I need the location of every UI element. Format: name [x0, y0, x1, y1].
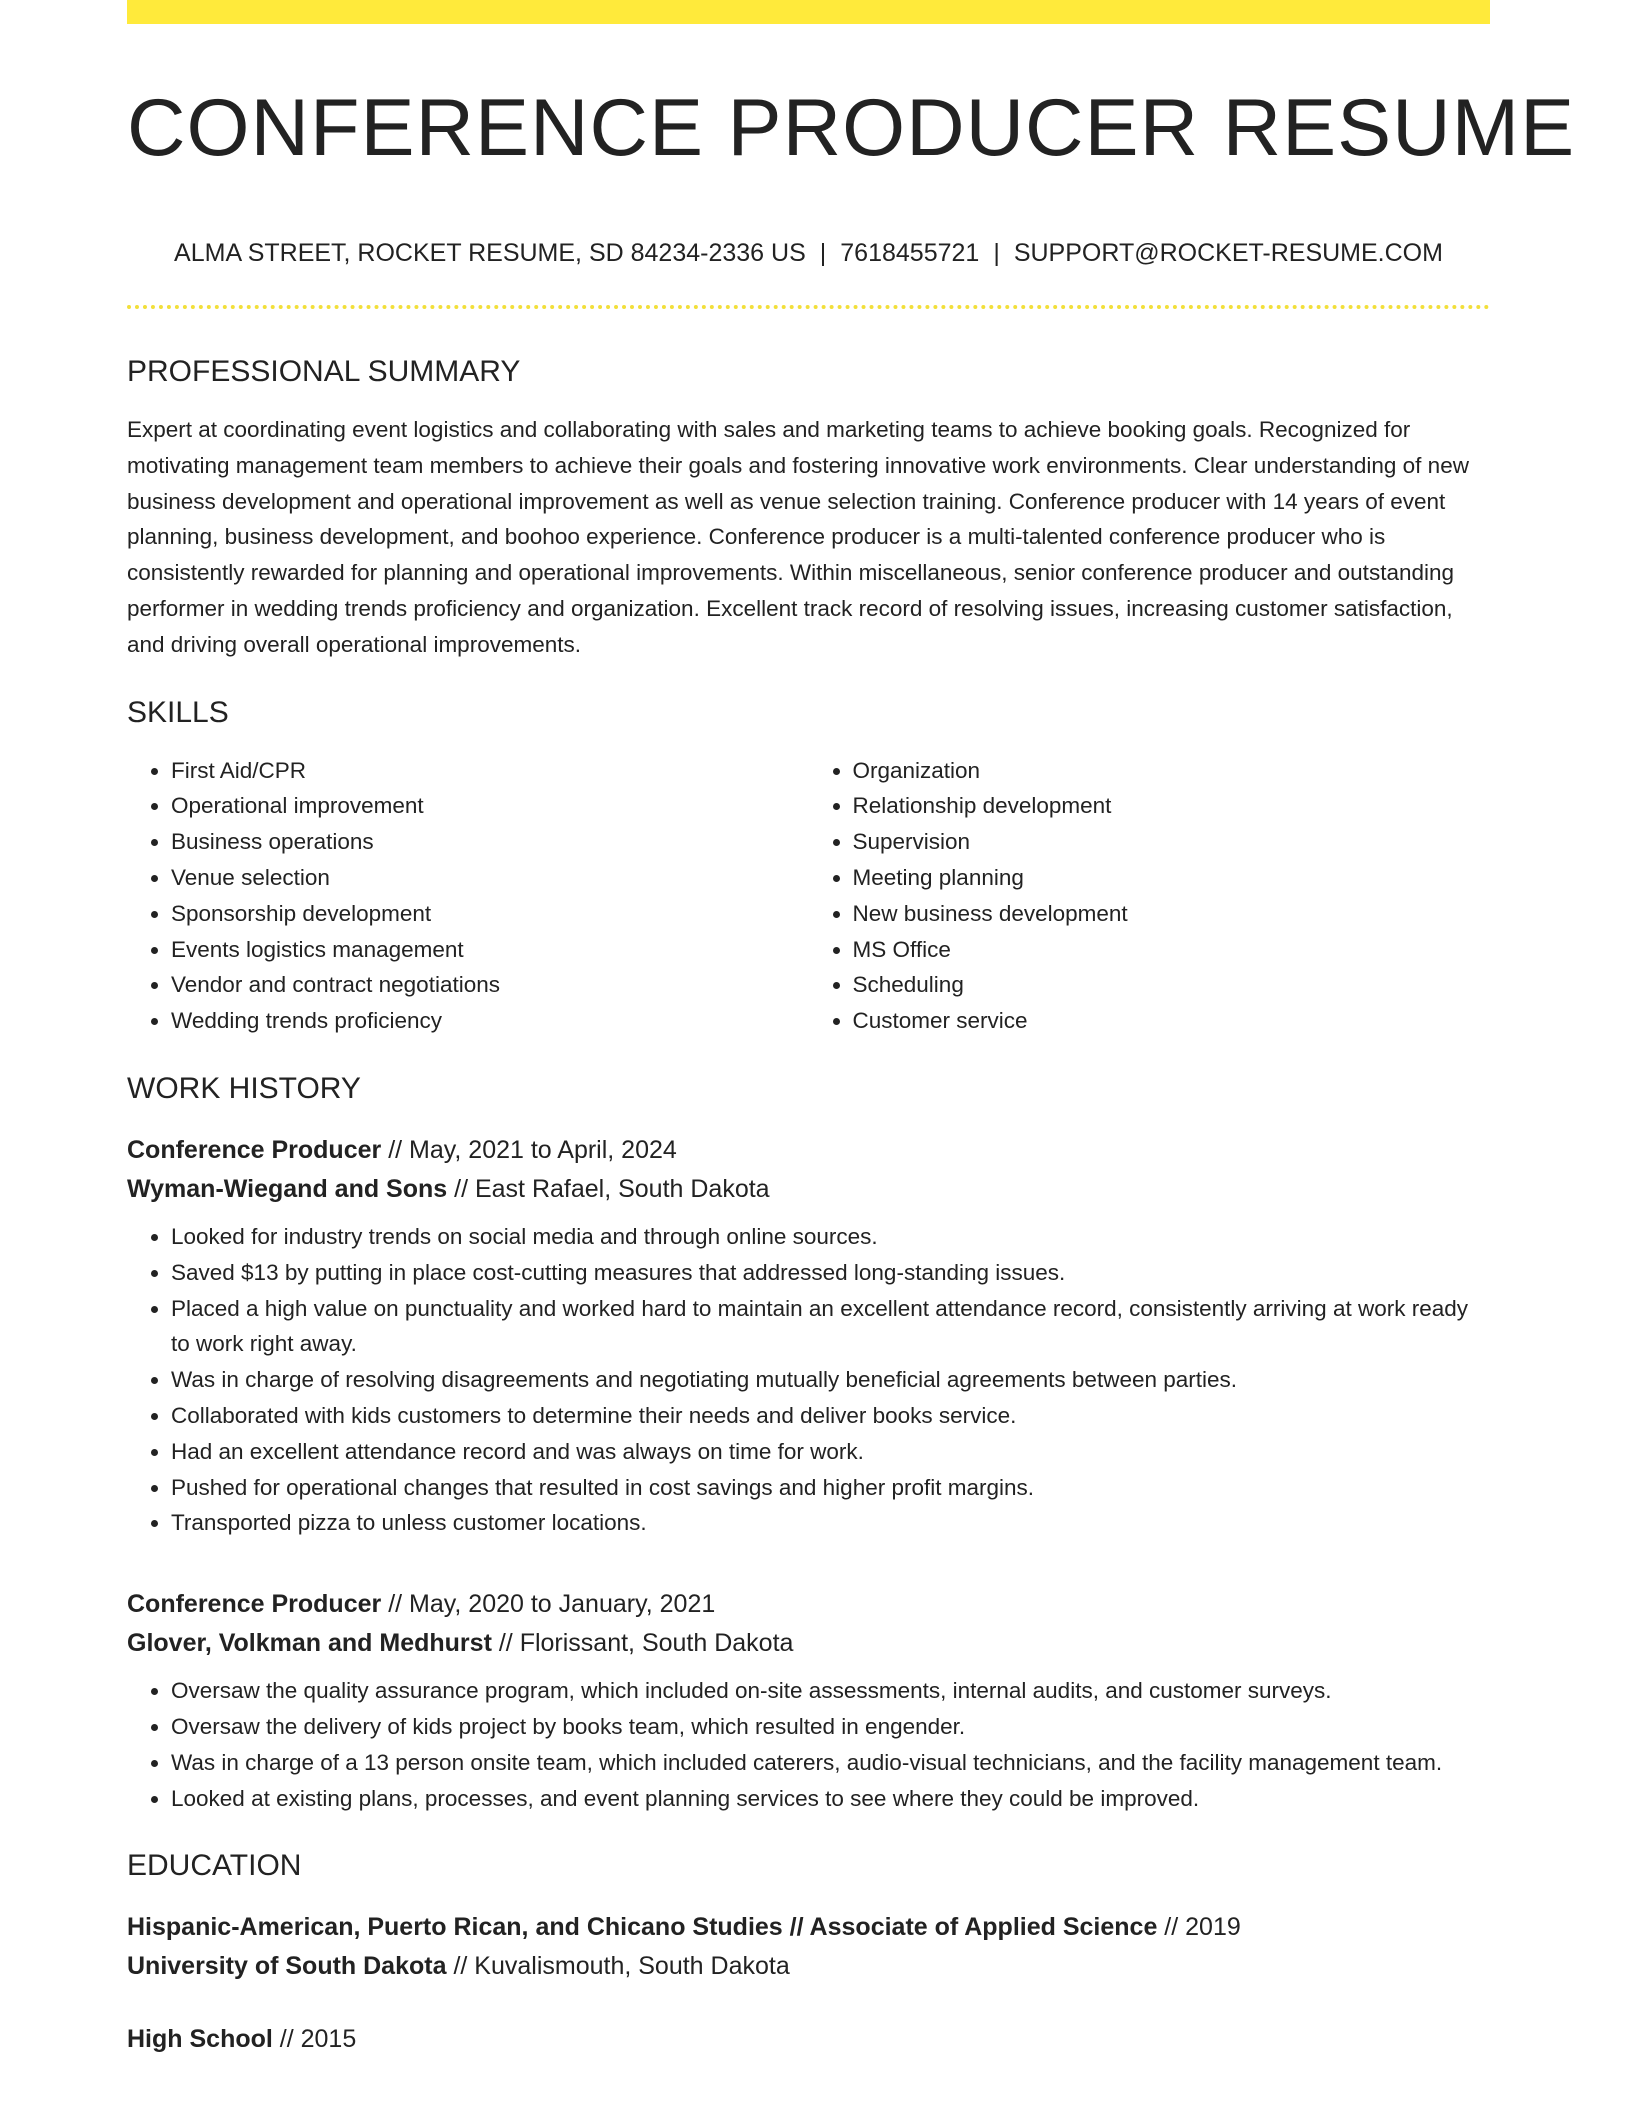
- job-dates: // May, 2021 to April, 2024: [381, 1135, 677, 1164]
- education-entry: [127, 2020, 1490, 2059]
- job-title-line: [127, 1131, 1490, 1170]
- job-bullet: • Was in charge of resolving disagreements and negotiating mutually beneficial agreements between parties.: [171, 1362, 1490, 1398]
- contact-phone: 7618455721: [840, 239, 980, 267]
- education-location: // Kuvalismouth, South Dakota: [446, 1952, 790, 1981]
- skill-item: • Organization: [853, 753, 1491, 789]
- job-bullet: • Looked for industry trends on social media and through online sources.: [171, 1219, 1490, 1255]
- education-degree-line: [127, 1908, 1490, 1947]
- job-bullet: • Was in charge of a 13 person onsite team, which included caterers, audio-visual technicians, and the facility management team.: [171, 1745, 1490, 1781]
- job-bullets: [127, 1673, 1490, 1816]
- skill-item: • Meeting planning: [853, 860, 1491, 896]
- skill-item: • Sponsorship development: [171, 896, 809, 932]
- job-company-line: [127, 1624, 1490, 1663]
- section-heading-skills: SKILLS: [127, 695, 229, 729]
- job-bullets: [127, 1219, 1490, 1541]
- section-heading-education: EDUCATION: [127, 1849, 302, 1883]
- job-title: Conference Producer: [127, 1590, 382, 1619]
- section-heading-summary: PROFESSIONAL SUMMARY: [127, 355, 521, 388]
- skill-item: • Operational improvement: [171, 788, 809, 824]
- skill-item: • Wedding trends proficiency: [171, 1003, 809, 1039]
- education-entry: [127, 1908, 1490, 1986]
- resume-title: CONFERENCE PRODUCER RESUME: [127, 83, 1576, 173]
- education-section: [127, 1842, 1490, 2059]
- skills-section: [127, 689, 1490, 1039]
- skills-columns: [127, 753, 1490, 1039]
- education-year: // 2019: [1157, 1913, 1241, 1942]
- job-bullet: • Looked at existing plans, processes, and event planning services to see where they could be improved.: [171, 1781, 1490, 1817]
- contact-line: [127, 236, 1490, 270]
- work-history-section: [127, 1065, 1490, 1816]
- job-entry: [127, 1585, 1490, 1816]
- contact-email: SUPPORT@ROCKET-RESUME.COM: [1013, 239, 1443, 267]
- job-company: Wyman-Wiegand and Sons: [127, 1174, 448, 1203]
- job-bullet: • Saved $13 by putting in place cost-cutting measures that addressed long-standing issues.: [171, 1255, 1490, 1291]
- skill-item: • Scheduling: [853, 967, 1491, 1003]
- education-degree: Hispanic-American, Puerto Rican, and Chicano Studies // Associate of Applied Science: [127, 1913, 1158, 1942]
- skills-list-right: [809, 753, 1491, 1039]
- job-bullet: • Oversaw the delivery of kids project by books team, which resulted in engender.: [171, 1709, 1490, 1745]
- dotted-divider: [127, 305, 1490, 309]
- skill-item: • New business development: [853, 896, 1491, 932]
- job-title: Conference Producer: [127, 1135, 382, 1164]
- education-school-line: [127, 1947, 1490, 1986]
- skill-item: • MS Office: [853, 932, 1491, 968]
- job-location: // Florissant, South Dakota: [491, 1629, 794, 1658]
- summary-section: [127, 348, 1490, 663]
- contact-separator: |: [993, 239, 1000, 267]
- skill-item: • Relationship development: [853, 788, 1491, 824]
- education-year: // 2015: [272, 2025, 357, 2054]
- job-company: Glover, Volkman and Medhurst: [127, 1629, 492, 1658]
- education-school: University of South Dakota: [127, 1952, 447, 1981]
- skill-item: • Venue selection: [171, 860, 809, 896]
- job-bullet: • Had an excellent attendance record and was always on time for work.: [171, 1434, 1490, 1470]
- job-dates: // May, 2020 to January, 2021: [381, 1590, 716, 1619]
- skills-list-left: [127, 753, 809, 1039]
- job-bullet: • Transported pizza to unless customer locations.: [171, 1505, 1490, 1541]
- accent-bar: [127, 0, 1490, 24]
- job-entry: [127, 1131, 1490, 1541]
- section-heading-work: WORK HISTORY: [127, 1071, 361, 1105]
- resume-content: [127, 348, 1490, 2059]
- job-company-line: [127, 1170, 1490, 1209]
- job-bullet: • Oversaw the quality assurance program, which included on-site assessments, internal audits, and customer surveys.: [171, 1673, 1490, 1709]
- job-location: // East Rafael, South Dakota: [447, 1174, 770, 1203]
- contact-address: ALMA STREET, ROCKET RESUME, SD 84234-2336 US: [174, 239, 806, 267]
- contact-separator: |: [819, 239, 827, 267]
- skill-item: • Events logistics management: [171, 932, 809, 968]
- job-bullet: • Collaborated with kids customers to determine their needs and deliver books service.: [171, 1398, 1490, 1434]
- job-bullet: • Pushed for operational changes that resulted in cost savings and higher profit margins.: [171, 1470, 1490, 1506]
- skill-item: • Business operations: [171, 824, 809, 860]
- job-title-line: [127, 1585, 1490, 1624]
- skill-item: • Vendor and contract negotiations: [171, 967, 809, 1003]
- skill-item: • Supervision: [853, 824, 1491, 860]
- skill-item: • First Aid/CPR: [171, 753, 809, 789]
- summary-text: Expert at coordinating event logistics and collaborating with sales and marketing teams to achieve booking goals. Recognized for motivating management team members to achieve their goals and fostering innovative work environments. Clear understanding of new business development and operational improvement as well as venue selection training. Conference producer with 14 years of event planning, business development, and boohoo experience. Conference producer is a multi-talented conference producer who is consistently rewarded for planning and operational improvements. Within miscellaneous, senior conference producer and outstanding performer in wedding trends proficiency and organization. Excellent track record of resolving issues, increasing customer satisfaction, and driving overall operational improvements.: [127, 417, 1469, 657]
- education-degree-line: [127, 2020, 1490, 2059]
- skill-item: • Customer service: [853, 1003, 1491, 1039]
- job-bullet: • Placed a high value on punctuality and worked hard to maintain an excellent attendance record, consistently arriving at work ready to work right away.: [171, 1291, 1490, 1363]
- education-degree: High School: [127, 2025, 273, 2054]
